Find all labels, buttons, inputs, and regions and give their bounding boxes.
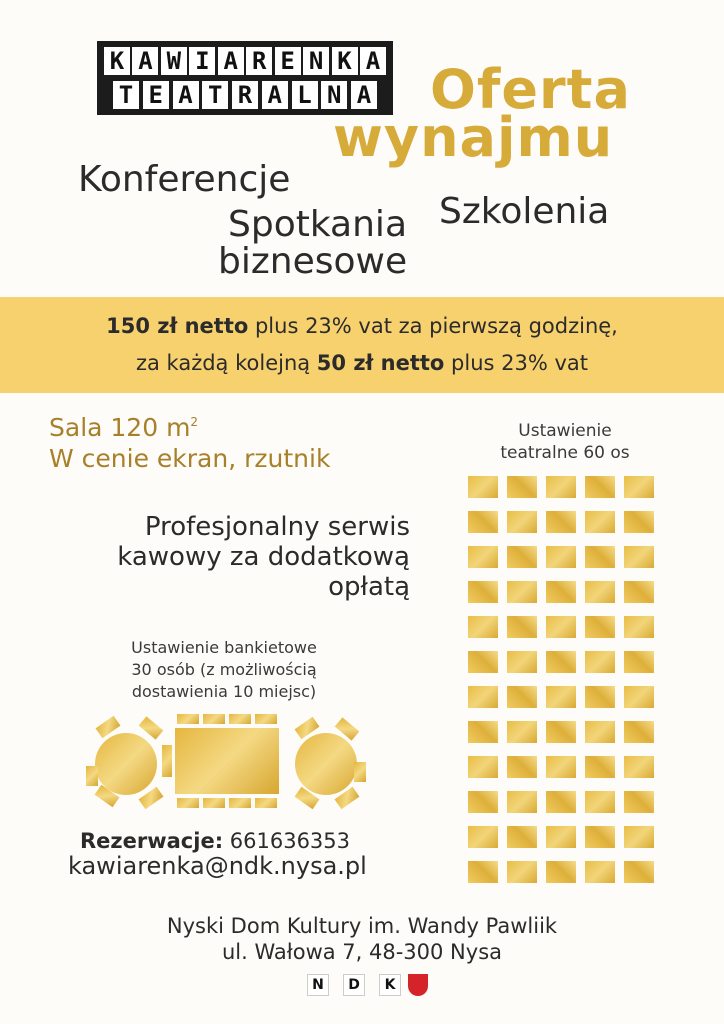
- heading-szkolenia: Szkolenia: [439, 191, 610, 232]
- logo-letter: T: [113, 81, 139, 109]
- theatre-seat: [507, 511, 537, 533]
- theatre-seat: [546, 721, 576, 743]
- theatre-seat: [468, 721, 498, 743]
- theatre-seat: [507, 546, 537, 568]
- theatre-setup-line-2: teatralne 60 os: [500, 443, 630, 463]
- theatre-seat: [468, 616, 498, 638]
- theatre-seat: [546, 651, 576, 673]
- theatre-seat: [546, 511, 576, 533]
- logo-letter: A: [351, 81, 377, 109]
- logo-letter: L: [292, 81, 318, 109]
- logo-letter: A: [132, 47, 158, 75]
- chair: [139, 716, 164, 739]
- theatre-seat: [624, 546, 654, 568]
- price-line-1: [0, 314, 724, 338]
- price-band: [0, 297, 724, 393]
- theatre-seat: [585, 756, 615, 778]
- theatre-setup-label: [472, 420, 658, 464]
- theatre-seat: [624, 686, 654, 708]
- theatre-seat: [507, 756, 537, 778]
- logo-letter: K: [104, 47, 130, 75]
- theatre-seat: [507, 861, 537, 883]
- chair: [177, 714, 199, 724]
- logo-letter: W: [161, 47, 187, 75]
- price-line-2-rest: plus 23% vat: [444, 351, 589, 375]
- logo-letter: A: [360, 47, 386, 75]
- round-table-right: [295, 733, 357, 795]
- chair: [162, 745, 172, 777]
- theatre-seat: [468, 581, 498, 603]
- theatre-seat: [624, 511, 654, 533]
- theatre-seat: [468, 651, 498, 673]
- theatre-seat: [585, 826, 615, 848]
- theatre-seat: [624, 581, 654, 603]
- banquet-setup-line-2: 30 osób (z możliwością: [131, 660, 317, 679]
- reservation-email[interactable]: kawiarenka@ndk.nysa.pl: [68, 852, 367, 880]
- reservation-label: Rezerwacje:: [80, 829, 224, 853]
- round-table-left: [95, 733, 157, 795]
- price-line-2: [0, 351, 724, 375]
- theatre-seat: [585, 721, 615, 743]
- coffee-service-line-2: kawowy za dodatkową: [117, 542, 410, 572]
- logo-letter: A: [262, 81, 288, 109]
- theatre-seat: [585, 651, 615, 673]
- logo-letter: R: [232, 81, 258, 109]
- theatre-seat: [624, 861, 654, 883]
- theatre-seat: [585, 546, 615, 568]
- room-size-text: Sala 120 m: [49, 413, 191, 442]
- theatre-seat: [624, 791, 654, 813]
- price-first-hour: 150 zł netto: [106, 314, 249, 338]
- price-line-1-rest: plus 23% vat za pierwszą godzinę,: [248, 314, 618, 338]
- reservation-phone[interactable]: 661636353: [223, 829, 351, 853]
- ndk-logo-n: N: [307, 974, 329, 996]
- room-size-sup: 2: [190, 415, 199, 429]
- theatre-seat: [624, 616, 654, 638]
- theatre-seat: [546, 756, 576, 778]
- price-line-2-pre: za każdą kolejną: [135, 351, 317, 375]
- theatre-seat: [468, 791, 498, 813]
- theatre-seat: [468, 511, 498, 533]
- theatre-seat: [507, 581, 537, 603]
- theatre-seat: [546, 826, 576, 848]
- chair: [86, 766, 98, 786]
- room-equipment: W cenie ekran, rzutnik: [49, 444, 331, 473]
- theatre-seat: [507, 791, 537, 813]
- theatre-seat: [585, 686, 615, 708]
- theatre-seat: [507, 686, 537, 708]
- chair: [229, 798, 251, 808]
- banquet-setup-line-3: dostawienia 10 miejsc): [131, 682, 317, 701]
- logo-letter: T: [202, 81, 228, 109]
- theatre-seat: [585, 581, 615, 603]
- nysa-crest-icon: [408, 974, 428, 996]
- theatre-seat: [468, 476, 498, 498]
- logo-letter: E: [275, 47, 301, 75]
- theatre-seat: [546, 686, 576, 708]
- theatre-seat: [546, 616, 576, 638]
- theatre-seat: [468, 686, 498, 708]
- ndk-logo-d: D: [343, 974, 365, 996]
- logo-kawiarenka-teatralna: [97, 41, 393, 115]
- logo-letter: I: [189, 47, 215, 75]
- chair: [203, 714, 225, 724]
- coffee-service-line-1: Profesjonalny serwis: [144, 512, 410, 542]
- theatre-seat: [546, 476, 576, 498]
- theatre-seat: [507, 616, 537, 638]
- room-size: [49, 406, 198, 444]
- title-wynajmu: wynajmu: [333, 106, 614, 169]
- logo-letter: R: [246, 47, 272, 75]
- theatre-seat: [585, 476, 615, 498]
- theatre-seat: [624, 651, 654, 673]
- chair: [229, 714, 251, 724]
- theatre-seat: [468, 546, 498, 568]
- logo-line-2: [113, 81, 377, 109]
- heading-spotkania: Spotkania: [228, 204, 407, 245]
- theatre-seat: [546, 791, 576, 813]
- theatre-seat: [468, 826, 498, 848]
- ndk-logo-k: K: [379, 974, 401, 996]
- price-next-hour: 50 zł netto: [316, 351, 445, 375]
- theatre-seat: [624, 721, 654, 743]
- theatre-seat: [624, 826, 654, 848]
- theatre-seat: [585, 616, 615, 638]
- heading-biznesowe: biznesowe: [218, 241, 408, 282]
- footer-institution: Nyski Dom Kultury im. Wandy Pawliik: [166, 914, 558, 938]
- theatre-seat: [624, 756, 654, 778]
- reservation-line: [80, 829, 350, 853]
- theatre-seat: [546, 861, 576, 883]
- chair: [255, 714, 277, 724]
- chair: [255, 798, 277, 808]
- theatre-seat: [507, 721, 537, 743]
- logo-letter: A: [173, 81, 199, 109]
- theatre-seat: [507, 826, 537, 848]
- long-table: [175, 728, 279, 794]
- chair: [354, 762, 366, 782]
- theatre-seat: [585, 791, 615, 813]
- logo-letter: N: [321, 81, 347, 109]
- theatre-seat: [468, 756, 498, 778]
- logo-letter: E: [143, 81, 169, 109]
- logo-line-1: [104, 47, 386, 75]
- theatre-seat: [585, 511, 615, 533]
- chair: [203, 798, 225, 808]
- heading-konferencje: Konferencje: [78, 159, 291, 200]
- theatre-setup-line-1: Ustawienie: [518, 421, 612, 441]
- footer-address: ul. Wałowa 7, 48-300 Nysa: [221, 940, 503, 964]
- theatre-seat: [546, 581, 576, 603]
- logo-letter: A: [218, 47, 244, 75]
- theatre-seat: [624, 476, 654, 498]
- theatre-seat: [468, 861, 498, 883]
- theatre-seat: [546, 546, 576, 568]
- banquet-setup-line-1: Ustawienie bankietowe: [131, 638, 317, 657]
- theatre-seat: [507, 476, 537, 498]
- coffee-service-line-3: opłatą: [328, 572, 410, 602]
- logo-letter: K: [332, 47, 358, 75]
- logo-letter: N: [303, 47, 329, 75]
- theatre-seat: [507, 651, 537, 673]
- chair: [177, 798, 199, 808]
- theatre-seat: [585, 861, 615, 883]
- title-oferta: Oferta: [430, 58, 631, 121]
